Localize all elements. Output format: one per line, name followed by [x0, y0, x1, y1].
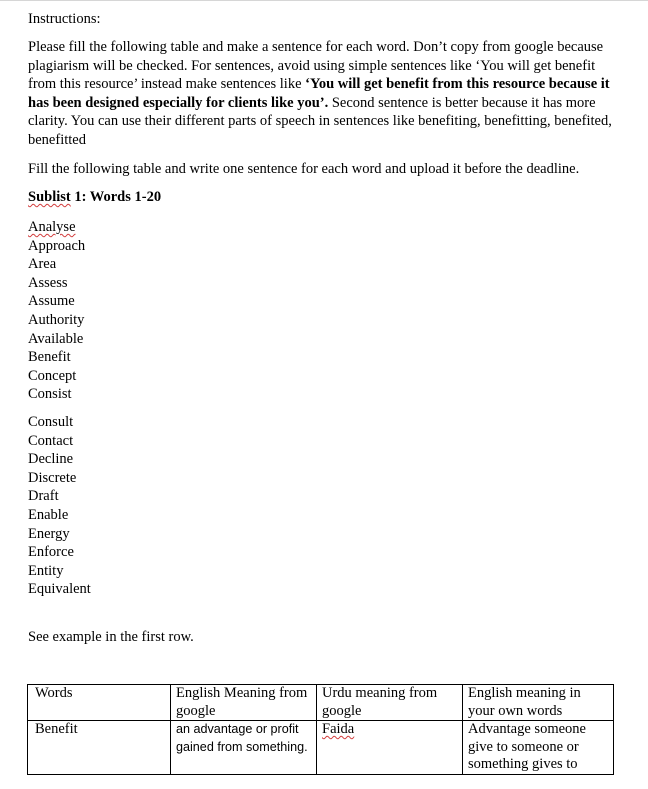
- instructions-example-sentence: ‘You will get benefit from this resource because it has been designed especially for clients like you’.: [28, 76, 610, 111]
- cell-urdu-text: Faida: [322, 721, 355, 737]
- header-english-google: English Meaning from google: [171, 685, 317, 721]
- table-row: [28, 721, 614, 775]
- header-words: Words: [28, 685, 171, 721]
- example-note: See example in the first row.: [28, 629, 194, 645]
- word-list-item: Equivalent: [28, 581, 91, 598]
- word-list-item: Enforce: [28, 544, 74, 561]
- page-top-border: [0, 0, 648, 1]
- word-list-item: Benefit: [28, 349, 71, 366]
- table-header-row: [28, 685, 614, 721]
- sublist-heading: [28, 188, 618, 207]
- word-list-item: Area: [28, 256, 57, 273]
- sublist-heading-rest: 1: Words 1-20: [70, 189, 162, 205]
- word-list-item: Authority: [28, 311, 85, 328]
- word-list-item-text: Analyse: [28, 219, 76, 235]
- instructions-text-part1: Please fill the following table and make a sentence for each word. Don’t copy from google because plagiarism will be checked. For sentences, avoid using simple sentences like ‘You will get benefit from this resource’ instead make sentences like: [28, 39, 604, 93]
- word-list-group-2: [28, 413, 91, 599]
- header-own-words: English meaning in your own words: [463, 685, 614, 721]
- word-list-item: Entity: [28, 562, 64, 579]
- header-urdu-google: Urdu meaning from google: [317, 685, 463, 721]
- word-list-item: Concept: [28, 367, 77, 384]
- word-list-item: Assume: [28, 293, 75, 310]
- sublist-heading-word: Sublist: [28, 189, 71, 205]
- fill-instruction: Fill the following table and write one sentence for each word and upload it before the deadline.: [28, 161, 580, 177]
- vocabulary-table: [27, 684, 614, 775]
- word-list-item: Consist: [28, 386, 72, 403]
- cell-english-google[interactable]: an advantage or profit gained from something.: [171, 721, 317, 775]
- word-list-group-1: [28, 218, 85, 404]
- word-list-item: Decline: [28, 451, 74, 468]
- word-list-item: [28, 218, 85, 237]
- word-list-item: Approach: [28, 237, 86, 254]
- instructions-text-part2: Second sentence is better because it has more clarity. You can use their different parts of speech in sentences like benefiting, benefitting, benefited, benefitted: [28, 94, 612, 148]
- cell-own-words[interactable]: Advantage someone give to someone or something gives to: [463, 721, 614, 775]
- word-list-item: Discrete: [28, 469, 77, 486]
- word-list-item: Energy: [28, 525, 70, 542]
- word-list-item: Contact: [28, 432, 74, 449]
- word-list-item: Available: [28, 330, 84, 347]
- word-list-item: Consult: [28, 414, 74, 430]
- word-list-item: Assess: [28, 274, 68, 291]
- word-list-item: Enable: [28, 506, 69, 523]
- cell-urdu-google[interactable]: [317, 721, 463, 775]
- instructions-heading: Instructions:: [28, 11, 101, 27]
- instructions-paragraph: [28, 38, 618, 150]
- word-list-item: Draft: [28, 488, 59, 505]
- cell-word[interactable]: Benefit: [28, 721, 171, 775]
